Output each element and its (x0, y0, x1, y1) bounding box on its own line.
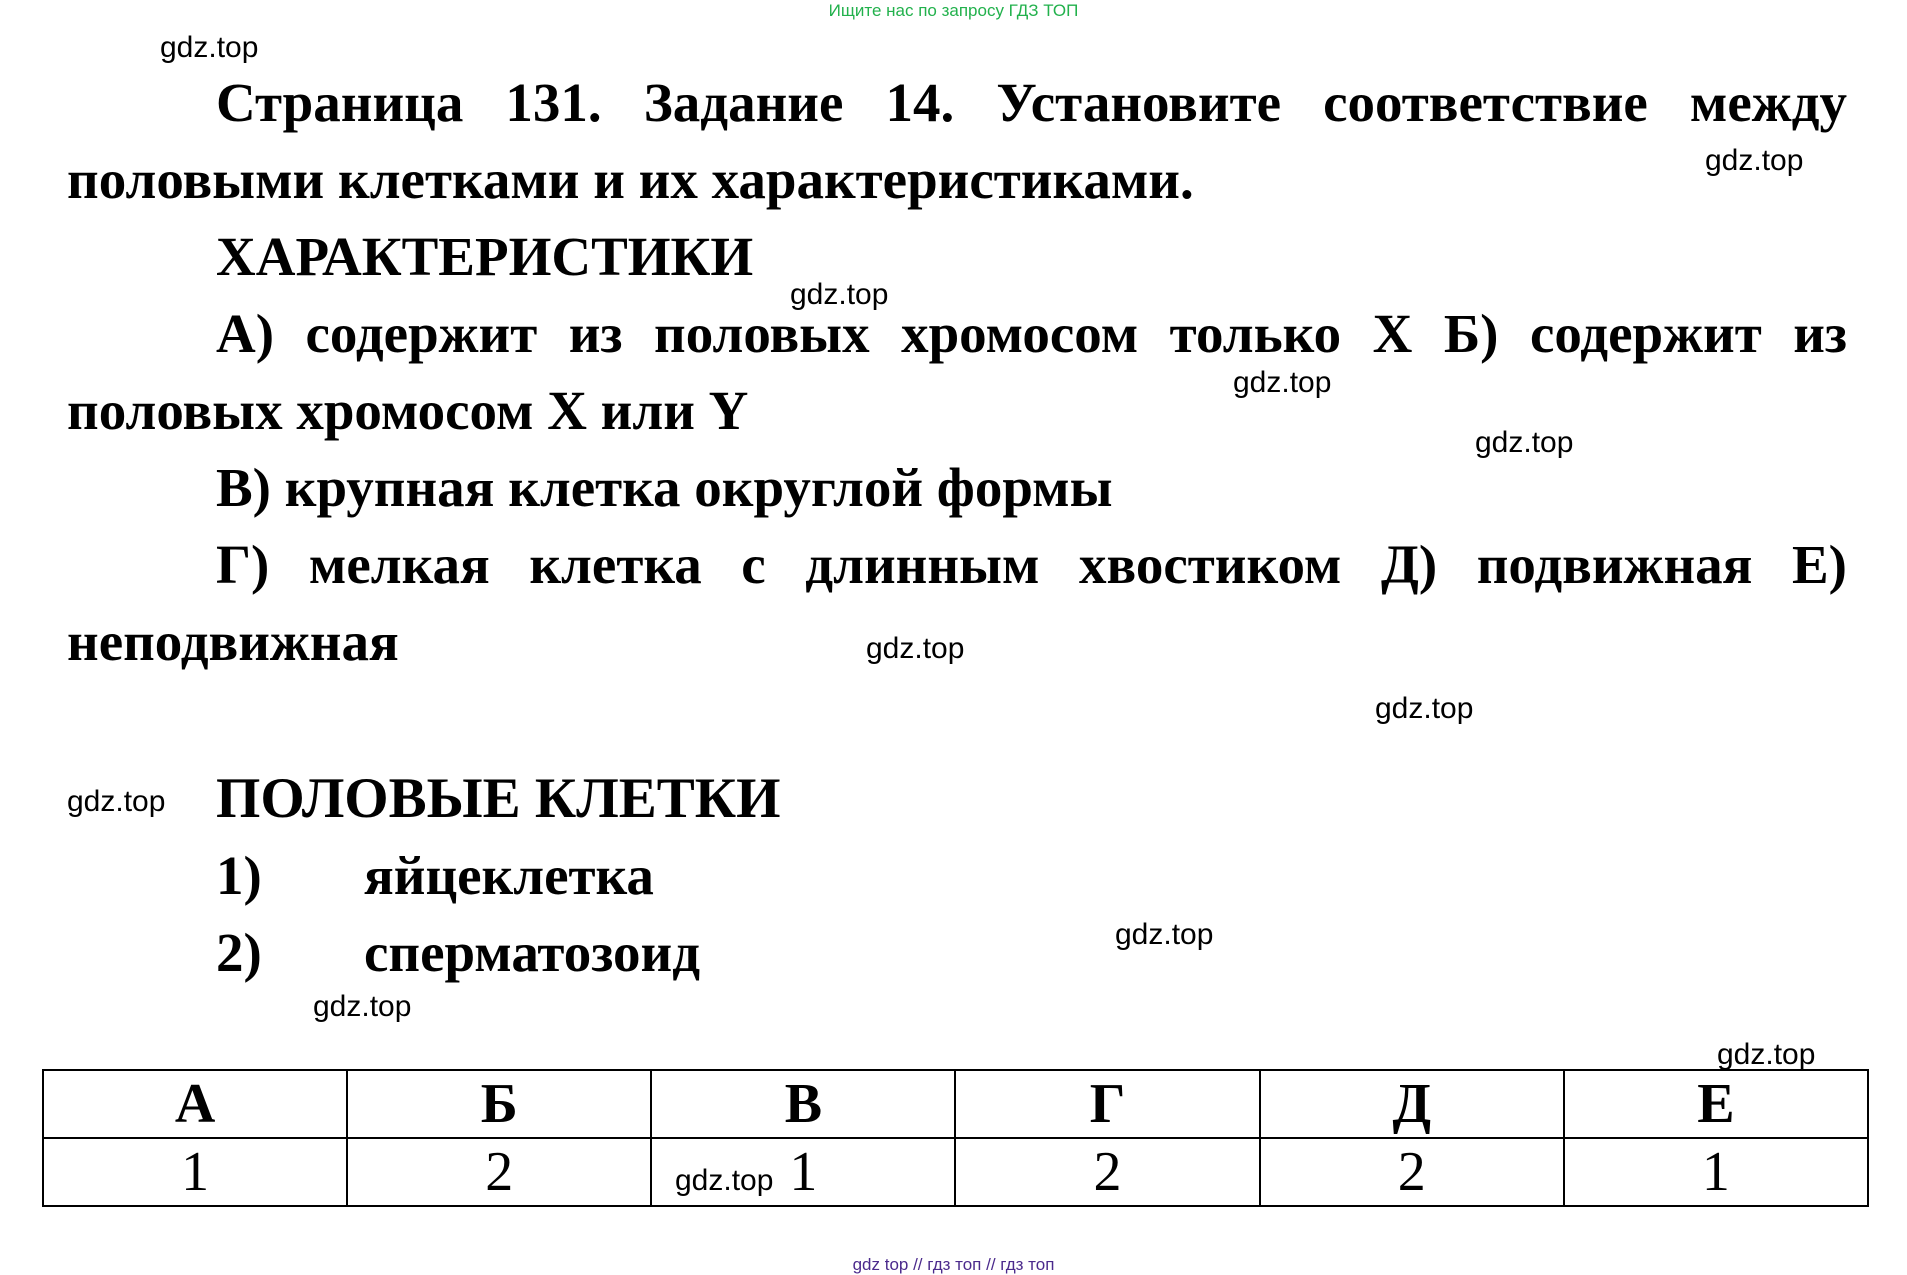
bottom-banner[interactable]: gdz top // гдз топ // гдз топ (852, 1255, 1055, 1274)
characteristic-g-d-e: Г) мелкая клетка с длинным хвостиком Д) подвижная Е) неподвижная (67, 534, 1847, 672)
answer-header-cell: Б (347, 1070, 651, 1138)
answer-header-cell: Д (1260, 1070, 1564, 1138)
watermark: gdz.top (160, 31, 259, 64)
answer-value-cell: 2 (347, 1138, 651, 1206)
answer-value-cell: 1 (43, 1138, 347, 1206)
answer-header-row (43, 1070, 1868, 1138)
watermark: gdz.top (790, 278, 889, 311)
cell-number: 2) (216, 922, 262, 983)
task-content (67, 64, 1847, 991)
answer-header-cell: В (651, 1070, 955, 1138)
watermark: gdz.top (67, 785, 166, 818)
task-title: Страница 131. Задание 14. Установите соответствие между половыми клетками и их характеристиками. (67, 72, 1847, 210)
cells-heading: ПОЛОВЫЕ КЛЕТКИ (216, 767, 781, 830)
watermark: gdz.top (1705, 144, 1804, 177)
answer-value-row (43, 1138, 1868, 1206)
watermark: gdz.top (1115, 918, 1214, 951)
answer-value-cell: 2 (955, 1138, 1259, 1206)
answer-table (42, 1069, 1869, 1207)
cell-item-sperm (67, 914, 1847, 991)
top-banner[interactable]: Ищите нас по запросу ГДЗ ТОП (828, 1, 1079, 20)
characteristic-v: В) крупная клетка округлой формы (216, 457, 1113, 518)
characteristics-heading: ХАРАКТЕРИСТИКИ (216, 226, 754, 287)
watermark: gdz.top (313, 990, 412, 1023)
cell-name: сперматозоид (364, 922, 701, 983)
answer-header-cell: Е (1564, 1070, 1868, 1138)
characteristic-a-b: А) содержит из половых хромосом только X Б) содержит из половых хромосом X или Y (67, 303, 1847, 441)
watermark: gdz.top (1233, 366, 1332, 399)
spacer (67, 680, 1847, 760)
answer-value-cell: 1 (651, 1138, 955, 1206)
watermark: gdz.top (1375, 692, 1474, 725)
answer-value-cell: 1 (1564, 1138, 1868, 1206)
watermark: gdz.top (1717, 1038, 1816, 1071)
cell-item-egg (67, 837, 1847, 914)
cell-number: 1) (216, 845, 262, 906)
answer-header-cell: Г (955, 1070, 1259, 1138)
watermark: gdz.top (675, 1164, 774, 1197)
answer-value-cell: 2 (1260, 1138, 1564, 1206)
watermark: gdz.top (1475, 426, 1574, 459)
answer-header-cell: А (43, 1070, 347, 1138)
watermark: gdz.top (866, 632, 965, 665)
cell-name: яйцеклетка (364, 845, 654, 906)
